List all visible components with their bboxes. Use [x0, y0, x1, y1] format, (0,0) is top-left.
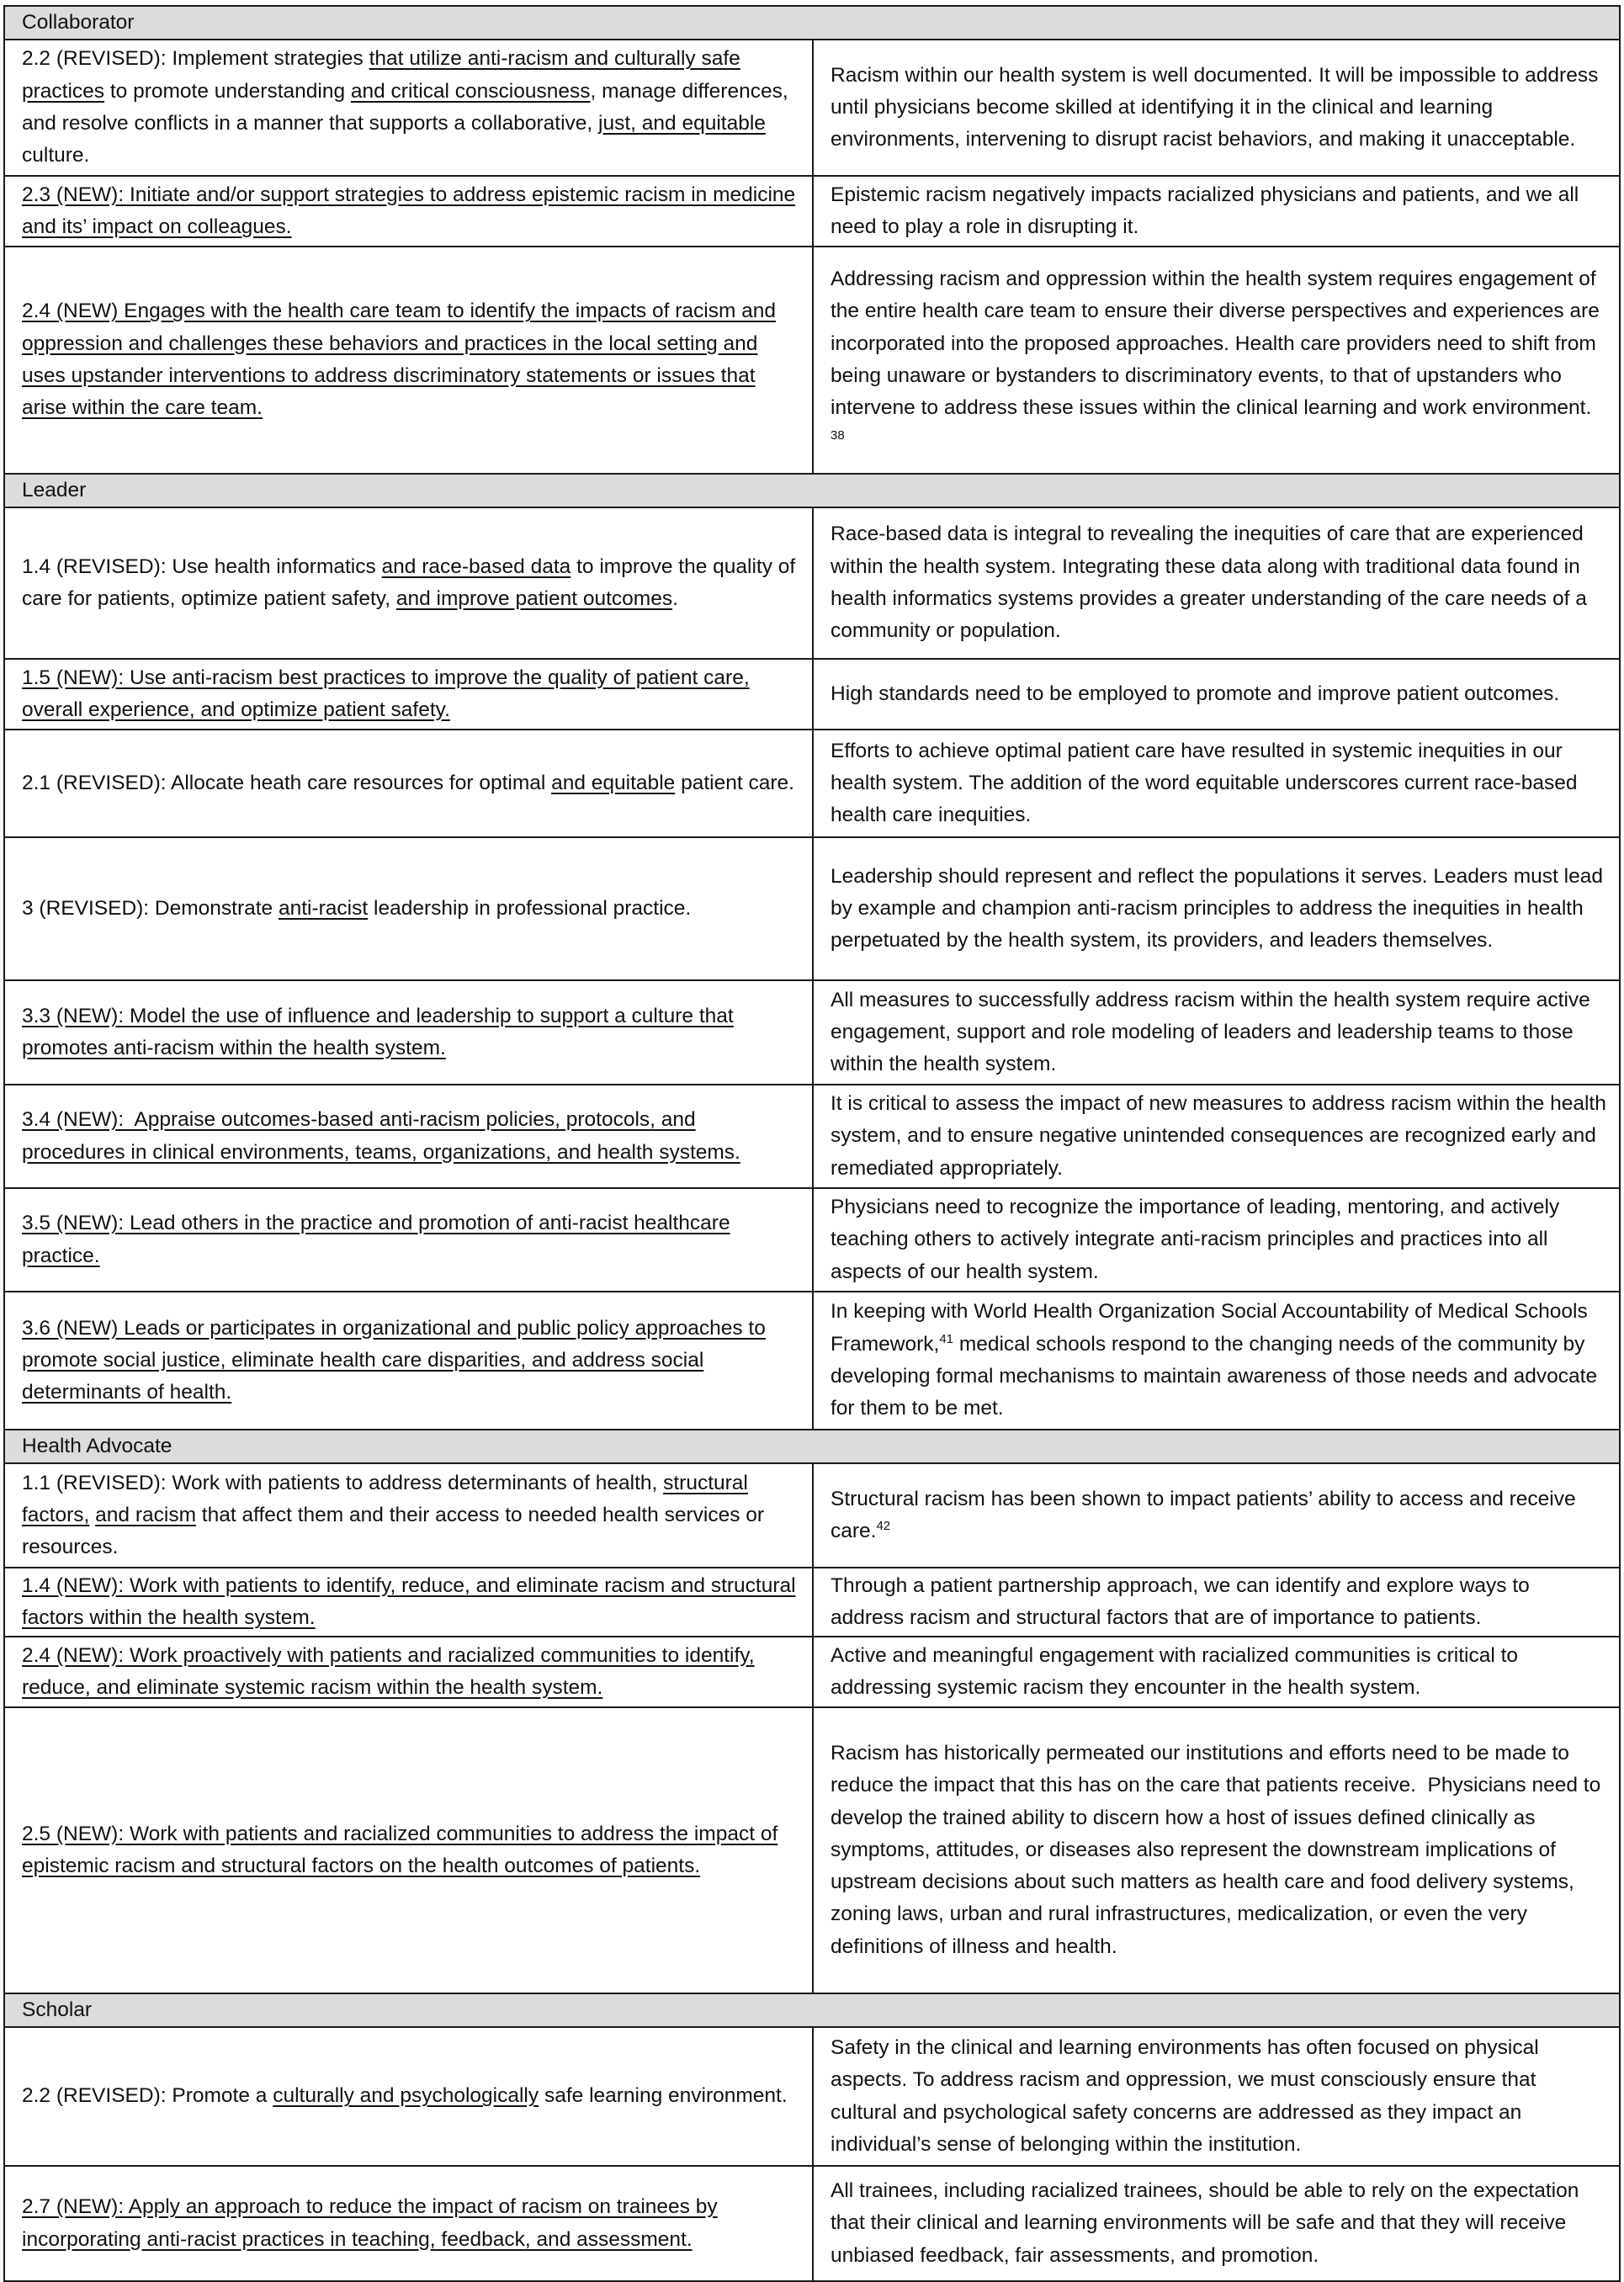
footnote-ref: 42: [876, 1518, 891, 1533]
competency-cell: [4, 1568, 813, 1637]
table-row: [4, 659, 1620, 730]
competency-cell: [4, 176, 813, 247]
section-header-row: [4, 474, 1620, 507]
text-run: culture.: [22, 144, 90, 167]
footnote-ref: 38: [831, 427, 845, 443]
text-run: that affect them and their access to needed health services or resources.: [22, 1503, 765, 1559]
text-run: Racism has historically permeated our institutions and efforts need to be made to reduce the impact that this has on the care that patients receive. Physicians need to develop the trained ability to discern how a host of issues defined clinically as symptoms, attitudes, or diseases also represent the downstream implications of upstream decisions about such matters as health care and food delivery systems, zoning laws, urban and rural infrastructures, medicalization, or even the very definitions of illness and health.: [831, 1741, 1601, 1958]
text-run: leadership in professional practice.: [368, 896, 692, 920]
text-run: All measures to successfully address racism within the health system require active engagement, support and role modeling of leaders and leadership teams to those within the health system.: [831, 988, 1590, 1076]
section-title: Collaborator: [4, 6, 1620, 40]
rationale-cell: [813, 837, 1620, 980]
competency-cell: [4, 1085, 813, 1188]
rationale-cell: [813, 247, 1620, 474]
table-row: [4, 1188, 1620, 1292]
rationale-cell: [813, 40, 1620, 176]
section-header-row: [4, 6, 1620, 40]
rationale-cell: [813, 980, 1620, 1085]
rationale-cell: [813, 1463, 1620, 1568]
rationale-cell: [813, 730, 1620, 837]
text-run: Safety in the clinical and learning environments has often focused on physical aspects. To address racism and oppression, we must consciously ensure that cultural and psychological safety concerns are addressed as they impact an individual’s sense of belonging within the institution.: [831, 2035, 1539, 2156]
text-run: Active and meaningful engagement with racialized communities is critical to addressing systemic racism they encounter in the health system.: [831, 1643, 1519, 1699]
table-row: [4, 40, 1620, 176]
rationale-cell: [813, 1085, 1620, 1188]
underlined-text: 1.5 (NEW): Use anti-racism best practices to improve the quality of patient care, overall experience, and optimize patient safety.: [22, 666, 750, 721]
section-header-row: [4, 1993, 1620, 2027]
underlined-text: 3.4 (NEW): Appraise outcomes-based anti-racism policies, protocols, and procedures in clinical environments, teams, organizations, and health systems.: [22, 1108, 740, 1164]
text-run: , manage differences, and resolve conflicts in a manner that supports a collaborative,: [22, 79, 788, 135]
competency-cell: [4, 1188, 813, 1292]
section-header-row: [4, 1430, 1620, 1463]
competency-cell: [4, 837, 813, 980]
rationale-cell: [813, 2027, 1620, 2166]
text-run: All trainees, including racialized trainees, should be able to rely on the expectation that their clinical and learning environments will be safe and that they will receive unbiased feedback, fair assessments, and promotion.: [831, 2179, 1579, 2267]
competency-cell: [4, 1707, 813, 1993]
text-run: 2.2 (REVISED): Promote a: [22, 2084, 273, 2108]
text-run: Efforts to achieve optimal patient care have resulted in systemic inequities in our health system. The addition of the word equitable underscores current race-based health care inequities.: [831, 739, 1578, 827]
underlined-text: 2.4 (NEW): Work proactively with patients and racialized communities to identify, reduce, and eliminate systemic racism within the health system.: [22, 1643, 755, 1699]
rationale-cell: [813, 1568, 1620, 1637]
underlined-text: and race-based data: [381, 555, 571, 578]
text-run: Structural racism has been shown to impact patients’ ability to access and receive care.: [831, 1487, 1576, 1542]
table-row: [4, 1085, 1620, 1188]
rationale-cell: [813, 2166, 1620, 2281]
text-run: Racism within our health system is well documented. It will be impossible to address until physicians become skilled at identifying it in the clinical and learning environments, intervening to disrupt racist behaviors, and making it unacceptable.: [831, 63, 1599, 151]
table-row: [4, 2166, 1620, 2281]
section-title: Leader: [4, 474, 1620, 507]
text-run: 1.1 (REVISED): Work with patients to address determinants of health,: [22, 1471, 664, 1494]
table-row: [4, 176, 1620, 247]
underlined-text: and equitable: [551, 771, 676, 794]
competency-cell: [4, 1463, 813, 1568]
text-run: medical schools respond to the changing needs of the community by developing formal mechanisms to maintain awareness of those needs and advocate for them to be met.: [831, 1332, 1598, 1420]
text-run: Addressing racism and oppression within the health system requires engagement of the entire health care team to ensure their diverse perspectives and experiences are incorporated into the proposed approaches. Health care providers need to shift from being unaware or bystanders to discriminatory events, to that of upstanders who intervene to address these issues within the clinical learning and work environment.: [831, 268, 1600, 420]
text-run: 2.2 (REVISED): Implement strategies: [22, 47, 369, 71]
competency-cell: [4, 1637, 813, 1707]
rationale-cell: [813, 1292, 1620, 1430]
underlined-text: 2.3 (NEW): Initiate and/or support strategies to address epistemic racism in medicine and its’ impact on colleagues.: [22, 183, 796, 238]
table-row: [4, 507, 1620, 659]
underlined-text: 3.3 (NEW): Model the use of influence and leadership to support a culture that promotes anti-racism within the health system.: [22, 1004, 734, 1059]
table-row: [4, 837, 1620, 980]
underlined-text: and critical consciousness: [350, 79, 591, 103]
competency-cell: [4, 2027, 813, 2166]
rationale-cell: [813, 1707, 1620, 1993]
table-row: [4, 1707, 1620, 1993]
competency-cell: [4, 507, 813, 659]
underlined-text: that utilize anti-racism and culturally safe practices: [22, 47, 740, 103]
underlined-text: and racism: [95, 1503, 196, 1526]
competency-table-body: [4, 6, 1620, 2281]
rationale-cell: [813, 1637, 1620, 1707]
section-title: Health Advocate: [4, 1430, 1620, 1463]
underlined-text: 3.6 (NEW) Leads or participates in organizational and public policy approaches to promote social justice, eliminate health care disparities, and address social determinants of health.: [22, 1316, 766, 1404]
rationale-cell: [813, 1188, 1620, 1292]
competency-cell: [4, 1292, 813, 1430]
text-run: Through a patient partnership approach, we can identify and explore ways to address racism and structural factors that are of importance to patients.: [831, 1574, 1530, 1629]
table-row: [4, 730, 1620, 837]
table-row: [4, 247, 1620, 474]
underlined-text: anti-racist: [278, 896, 369, 920]
text-run: Leadership should represent and reflect the populations it serves. Leaders must lead by example and champion anti-racism principles to address the inequities in health perpetuated by the health system, its providers, and leaders themselves.: [831, 864, 1603, 953]
text-run: 3 (REVISED): Demonstrate: [22, 896, 279, 920]
competency-table: [3, 5, 1621, 2282]
table-row: [4, 1637, 1620, 1707]
underlined-text: 1.4 (NEW): Work with patients to identify, reduce, and eliminate racism and structural factors within the health system.: [22, 1574, 796, 1629]
text-run: to improve the quality of care for patients, optimize patient safety,: [22, 555, 796, 610]
rationale-cell: [813, 507, 1620, 659]
underlined-text: 2.7 (NEW): Apply an approach to reduce the impact of racism on trainees by incorporating anti-racist practices in teaching, feedback, and assessment.: [22, 2195, 718, 2251]
text-run: It is critical to assess the impact of new measures to address racism within the health system, and to ensure negative unintended consequences are recognized early and remediated appropriately.: [831, 1092, 1606, 1180]
text-run: Race-based data is integral to revealing the inequities of care that are experienced within the health system. Integrating these data along with traditional data found in health informatics systems provides a greater understanding of the care needs of a community or population.: [831, 523, 1587, 643]
section-title: Scholar: [4, 1993, 1620, 2027]
table-row: [4, 1292, 1620, 1430]
underlined-text: 2.5 (NEW): Work with patients and racialized communities to address the impact of epistemic racism and structural factors on the health outcomes of patients.: [22, 1822, 778, 1877]
underlined-text: 3.5 (NEW): Lead others in the practice and promotion of anti-racist healthcare practice.: [22, 1212, 730, 1267]
table-row: [4, 980, 1620, 1085]
competency-cell: [4, 247, 813, 474]
text-run: patient care.: [675, 771, 794, 794]
competency-cell: [4, 2166, 813, 2281]
text-run: safe learning environment.: [539, 2084, 788, 2108]
text-run: 1.4 (REVISED): Use health informatics: [22, 555, 382, 578]
text-run: Epistemic racism negatively impacts racialized physicians and patients, and we all need to play a role in disrupting it.: [831, 183, 1579, 238]
text-run: High standards need to be employed to promote and improve patient outcomes.: [831, 682, 1560, 705]
rationale-cell: [813, 659, 1620, 730]
table-row: [4, 2027, 1620, 2166]
underlined-text: 2.4 (NEW) Engages with the health care team to identify the impacts of racism and oppression and challenges these behaviors and practices in the local setting and uses upstander interventions to address discriminatory statements or issues that arise within the care team.: [22, 300, 777, 420]
underlined-text: structural factors,: [22, 1471, 748, 1526]
table-row: [4, 1463, 1620, 1568]
underlined-text: just, and equitable: [598, 112, 766, 135]
table-row: [4, 1568, 1620, 1637]
text-run: Physicians need to recognize the importance of leading, mentoring, and actively teaching others to actively integrate anti-racism principles and practices into all aspects of our health system.: [831, 1196, 1560, 1283]
text-run: to promote understanding: [104, 79, 351, 103]
rationale-cell: [813, 176, 1620, 247]
text-run: .: [672, 587, 678, 610]
underlined-text: culturally and psychologically: [273, 2084, 539, 2108]
competency-cell: [4, 40, 813, 176]
text-run: In keeping with World Health Organization Social Accountability of Medical Schools Framework,: [831, 1300, 1588, 1356]
competency-cell: [4, 730, 813, 837]
footnote-ref: 41: [939, 1331, 954, 1346]
text-run: 2.1 (REVISED): Allocate heath care resources for optimal: [22, 771, 552, 794]
competency-cell: [4, 659, 813, 730]
underlined-text: and improve patient outcomes: [395, 587, 673, 610]
competency-cell: [4, 980, 813, 1085]
